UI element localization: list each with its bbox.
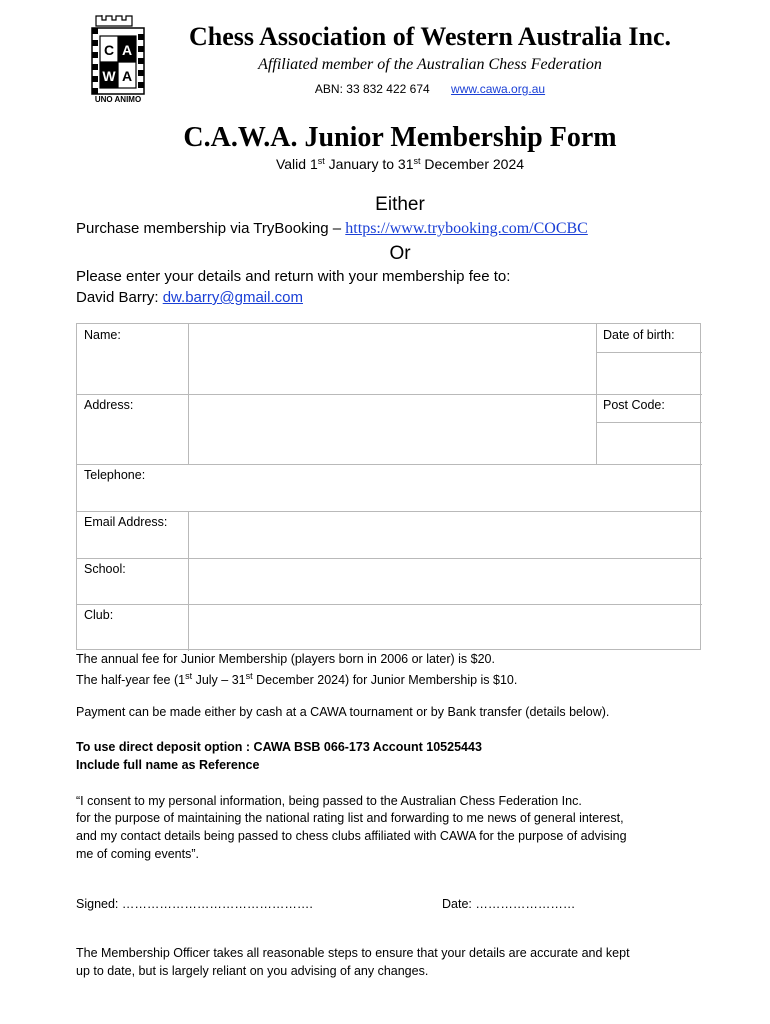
postcode-label: Post Code: (603, 398, 665, 412)
deposit-reference: Include full name as Reference (76, 758, 260, 772)
contact-line (76, 289, 303, 306)
logo-letter: W (102, 68, 116, 84)
validity-text: January to 31 (324, 156, 414, 172)
either-heading: Either (375, 194, 425, 215)
deposit-details: To use direct deposit option : CAWA BSB 066-173 Account 10525443 (76, 740, 482, 754)
organisation-name: Chess Association of Western Australia Inc. (189, 22, 671, 51)
school-field[interactable] (189, 559, 701, 604)
consent-line: me of coming events”. (76, 847, 199, 861)
abn-line (0, 82, 770, 96)
logo-letter: C (103, 42, 115, 58)
fee-sup: st (185, 671, 193, 681)
postcode-field[interactable] (597, 423, 701, 464)
contact-email-link[interactable]: dw.barry@gmail.com (162, 289, 303, 306)
club-field[interactable] (189, 605, 701, 650)
purchase-line (76, 220, 588, 238)
return-instructions: Please enter your details and return with your membership fee to: (76, 268, 511, 285)
contact-name: David Barry: (76, 289, 163, 306)
affiliation-text: Affiliated member of the Australian Chess Federation (258, 56, 602, 73)
abn-number: ABN: 33 832 422 674 (314, 82, 430, 96)
school-label: School: (84, 562, 126, 576)
fee-text: The half-year fee (1 (76, 673, 186, 687)
name-field[interactable] (189, 325, 595, 394)
logo-letter: A (121, 68, 133, 84)
website-link[interactable]: www.cawa.org.au (451, 82, 546, 96)
club-label: Club: (84, 608, 114, 622)
address-field[interactable] (189, 395, 595, 464)
annual-fee-text: The annual fee for Junior Membership (players born in 2006 or later) is $20. (76, 652, 495, 666)
dob-label: Date of birth: (603, 328, 675, 342)
payment-text: Payment can be made either by cash at a CAWA tournament or by Bank transfer (details below). (76, 705, 610, 719)
validity-text: December 2024 (420, 156, 525, 172)
telephone-field[interactable] (189, 465, 701, 511)
consent-line: “I consent to my personal information, being passed to the Australian Chess Federation Inc. (76, 794, 582, 808)
trybooking-link[interactable]: https://www.trybooking.com/COCBC (345, 220, 588, 237)
logo-letter: A (121, 42, 133, 58)
fee-sup: st (245, 671, 253, 681)
consent-line: and my contact details being passed to chess clubs affiliated with CAWA for the purpose of advising (76, 829, 627, 843)
membership-details-table (76, 323, 701, 650)
footer-note: up to date, but is largely reliant on you advising of any changes. (76, 964, 429, 978)
validity-sup: st (413, 156, 421, 166)
half-year-fee-text (76, 668, 517, 689)
logo-motto: UNO ANIMO (94, 95, 142, 104)
consent-line: for the purpose of maintaining the national rating list and forwarding to me news of general interest, (76, 811, 624, 825)
fee-text: July – 31 (192, 673, 246, 687)
purchase-text: Purchase membership via TryBooking – (76, 220, 346, 237)
footer-note: The Membership Officer takes all reasonable steps to ensure that your details are accurate and kept (76, 946, 630, 960)
dob-field[interactable] (597, 353, 701, 394)
email-label: Email Address: (84, 515, 168, 529)
email-field[interactable] (189, 512, 701, 558)
or-heading: Or (389, 243, 411, 264)
address-label: Address: (84, 398, 134, 412)
signed-line[interactable]: Signed: ………………………………………. (76, 897, 313, 911)
name-label: Name: (84, 328, 121, 342)
fee-text: December 2024) for Junior Membership is $10. (252, 673, 518, 687)
form-title: C.A.W.A. Junior Membership Form (183, 122, 617, 153)
validity-period (0, 156, 770, 172)
validity-sup: st (317, 156, 325, 166)
date-line[interactable]: Date: …………………… (442, 897, 576, 911)
telephone-label: Telephone: (84, 468, 146, 482)
validity-text: Valid 1 (275, 156, 318, 172)
